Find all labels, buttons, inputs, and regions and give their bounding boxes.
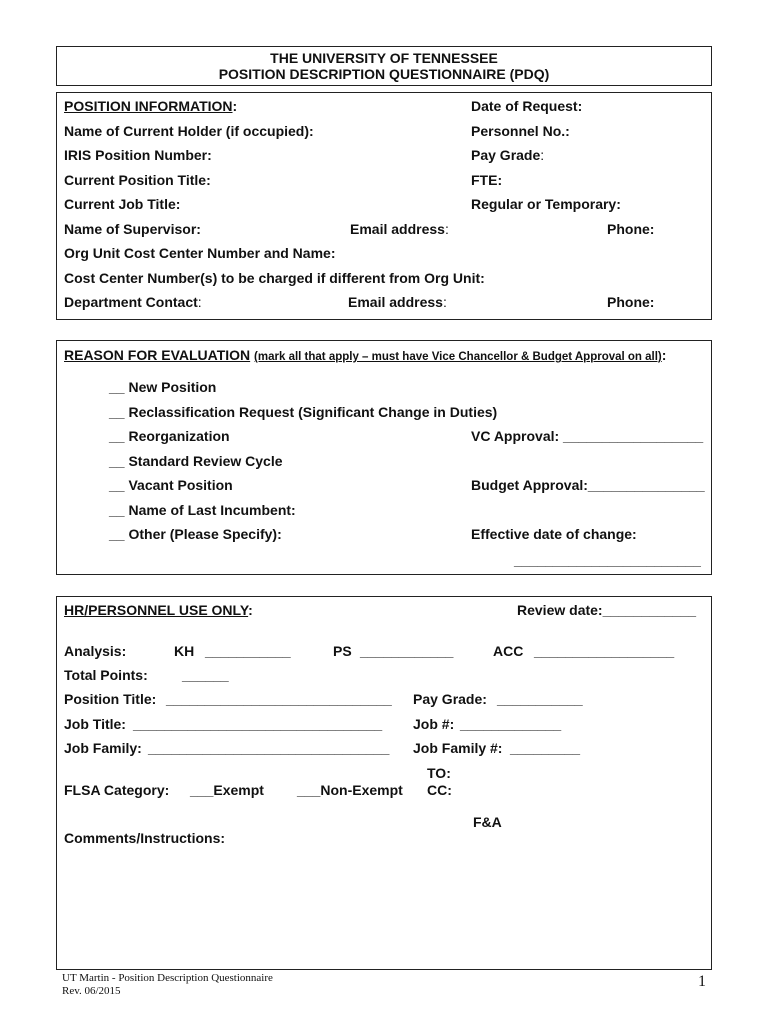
approval-note: (mark all that apply – must have Vice Chancellor & Budget Approval on all)	[254, 351, 662, 363]
option-vacant-position[interactable]: __ Vacant Position	[109, 477, 233, 493]
ps-field[interactable]: ____________	[360, 643, 454, 659]
acc-field[interactable]: __________________	[534, 643, 675, 659]
cc-label: CC:	[427, 782, 452, 798]
job-family-field[interactable]: _______________________________	[148, 740, 390, 756]
option-standard-review[interactable]: __ Standard Review Cycle	[109, 453, 283, 469]
review-date-field[interactable]: Review date:____________	[517, 602, 697, 618]
contact-phone-label: Phone:	[607, 294, 655, 310]
total-points-label: Total Points:	[64, 667, 148, 683]
position-title-field[interactable]: _____________________________	[166, 691, 392, 707]
hr-heading: HR/PERSONNEL USE ONLY:	[64, 602, 253, 618]
ps-label: PS	[333, 643, 352, 659]
org-unit-cost-center-label: Org Unit Cost Center Number and Name:	[64, 245, 336, 261]
vc-approval-field[interactable]: VC Approval: __________________	[471, 428, 704, 444]
position-title-label: Position Title:	[64, 691, 157, 707]
non-exempt-option[interactable]: ___Non-Exempt	[297, 782, 403, 798]
job-number-label: Job #:	[413, 716, 455, 732]
department-contact-label: Department Contact:	[64, 294, 202, 310]
option-reorganization[interactable]: __ Reorganization	[109, 428, 230, 444]
option-reclassification[interactable]: __ Reclassification Request (Significant Change in Duties)	[109, 404, 498, 420]
supervisor-email-label: Email address:	[350, 221, 449, 237]
analysis-label: Analysis:	[64, 643, 127, 659]
job-family-number-label: Job Family #:	[413, 740, 503, 756]
iris-position-number-label: IRIS Position Number:	[64, 147, 212, 163]
contact-email-label: Email address:	[348, 294, 447, 310]
job-family-label: Job Family:	[64, 740, 142, 756]
option-last-incumbent[interactable]: __ Name of Last Incumbent:	[109, 502, 296, 518]
option-other[interactable]: __ Other (Please Specify):	[109, 526, 282, 542]
regular-or-temporary-label: Regular or Temporary:	[471, 196, 621, 212]
cost-center-charged-label: Cost Center Number(s) to be charged if different from Org Unit:	[64, 270, 485, 286]
job-family-number-field[interactable]: _________	[510, 740, 581, 756]
reason-for-evaluation-section	[56, 340, 712, 575]
current-job-title-label: Current Job Title:	[64, 196, 181, 212]
hr-pay-grade-field[interactable]: ___________	[497, 691, 583, 707]
footer-revision: Rev. 06/2015	[62, 985, 121, 997]
kh-field[interactable]: ___________	[205, 643, 291, 659]
budget-approval-field[interactable]: Budget Approval:_______________	[471, 477, 705, 493]
option-new-position[interactable]: __ New Position	[109, 379, 217, 395]
hr-pay-grade-label: Pay Grade:	[413, 691, 487, 707]
acc-label: ACC	[493, 643, 524, 659]
date-of-request-label: Date of Request:	[471, 98, 583, 114]
position-information-heading: POSITION INFORMATION:	[64, 98, 238, 114]
form-title: POSITION DESCRIPTION QUESTIONNAIRE (PDQ)	[218, 66, 550, 82]
total-points-field[interactable]: ______	[182, 667, 229, 683]
supervisor-name-label: Name of Supervisor:	[64, 221, 201, 237]
hr-personnel-section	[56, 596, 712, 970]
job-title-field[interactable]: ________________________________	[133, 716, 383, 732]
exempt-option[interactable]: ___Exempt	[190, 782, 264, 798]
current-holder-label: Name of Current Holder (if occupied):	[64, 123, 314, 139]
job-number-field[interactable]: _____________	[460, 716, 562, 732]
fa-label: F&A	[473, 814, 502, 830]
effective-date-label: Effective date of change:	[471, 526, 637, 542]
comments-instructions-label: Comments/Instructions:	[64, 830, 226, 846]
current-position-title-label: Current Position Title:	[64, 172, 211, 188]
job-title-label: Job Title:	[64, 716, 126, 732]
effective-date-field[interactable]: ________________________	[514, 552, 701, 568]
reason-heading: REASON FOR EVALUATION (mark all that apply – must have Vice Chancellor & Budget Approval on all):	[64, 347, 667, 363]
flsa-category-label: FLSA Category:	[64, 782, 170, 798]
fte-label: FTE:	[471, 172, 503, 188]
university-name: THE UNIVERSITY OF TENNESSEE	[270, 50, 498, 66]
page-number: 1	[698, 973, 706, 990]
header-box	[56, 46, 712, 86]
pay-grade-label: Pay Grade:	[471, 147, 545, 163]
kh-label: KH	[174, 643, 195, 659]
supervisor-phone-label: Phone:	[607, 221, 655, 237]
personnel-no-label: Personnel No.:	[471, 123, 570, 139]
position-information-section	[56, 92, 712, 320]
footer-form-name: UT Martin - Position Description Questionnaire	[62, 972, 273, 984]
to-label: TO:	[427, 765, 451, 781]
